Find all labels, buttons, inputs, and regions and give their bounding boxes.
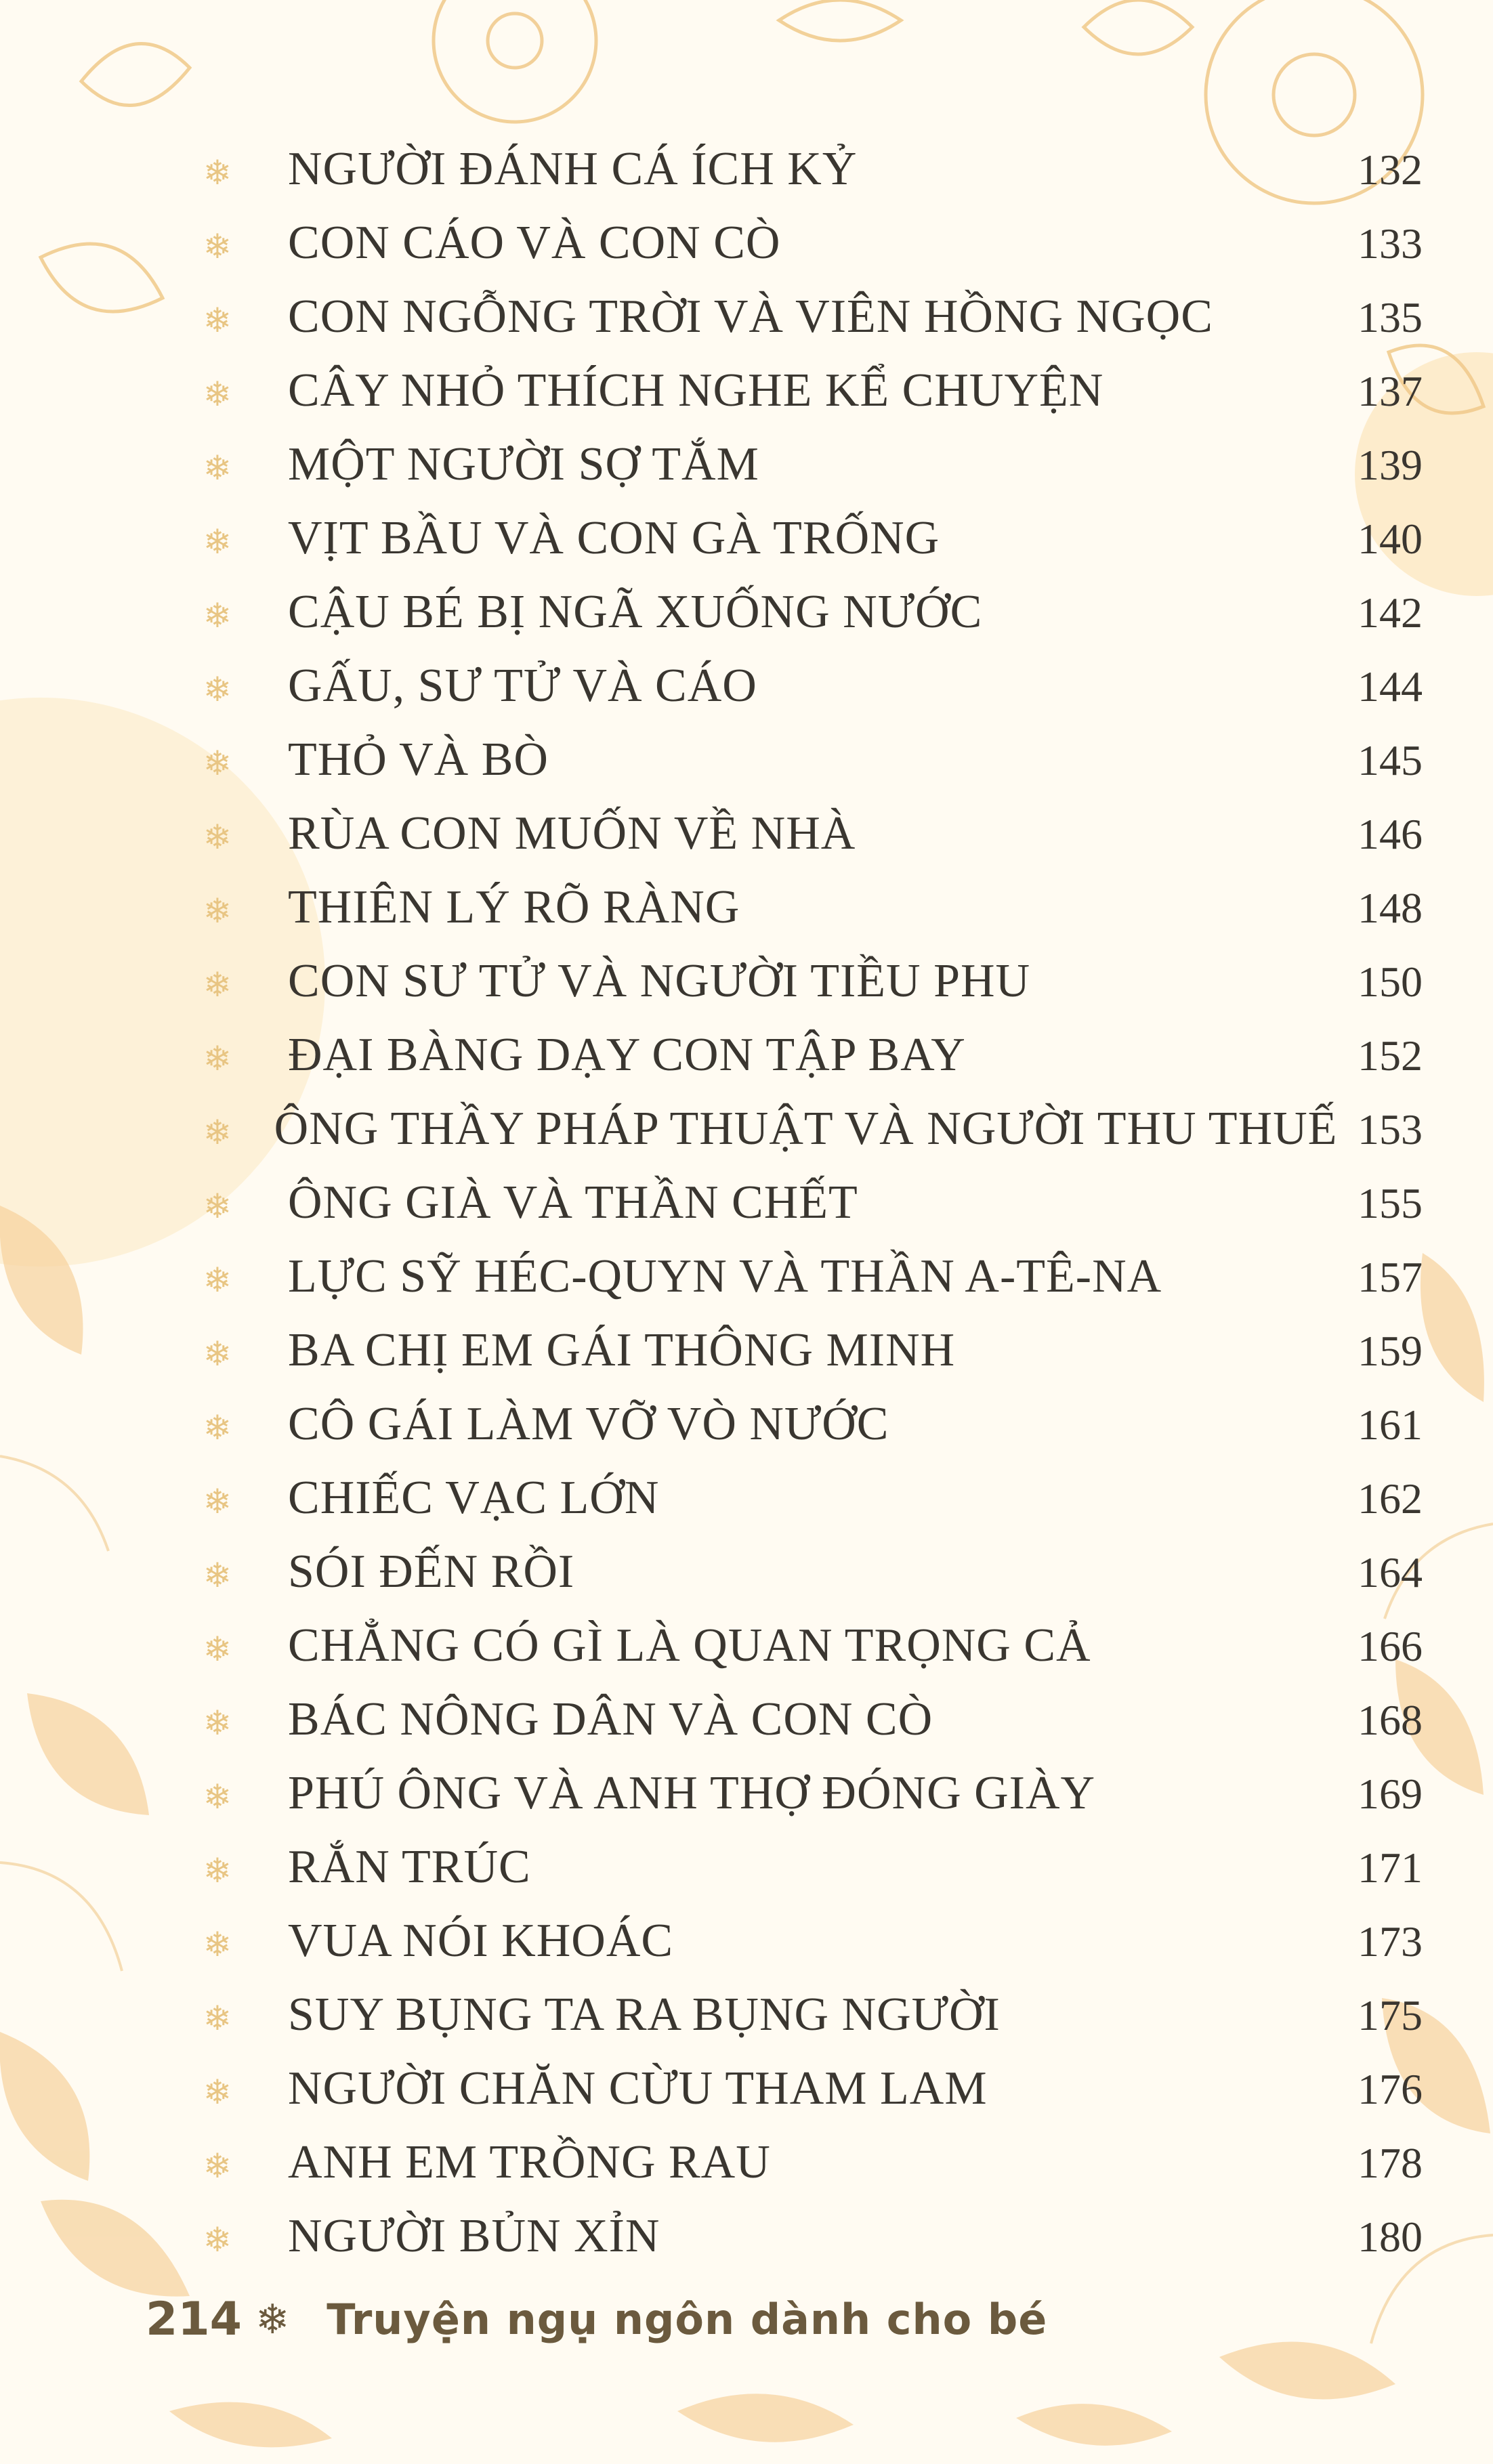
toc-item-title: GẤU, SƯ TỬ VÀ CÁO bbox=[288, 660, 757, 712]
snowflake-bullet-icon: ❄ bbox=[203, 2220, 232, 2259]
toc-item-page: 155 bbox=[1358, 1179, 1423, 1227]
toc-item[interactable] bbox=[203, 1313, 1423, 1387]
toc-item-page: 135 bbox=[1358, 293, 1423, 341]
snowflake-bullet-icon: ❄ bbox=[203, 1777, 232, 1817]
snowflake-bullet-icon: ❄ bbox=[203, 2073, 232, 2112]
snowflake-bullet-icon: ❄ bbox=[203, 1334, 232, 1374]
toc-item[interactable] bbox=[203, 796, 1423, 870]
toc-item-title: VỊT BẦU VÀ CON GÀ TRỐNG bbox=[288, 512, 940, 564]
toc-item-title: CHIẾC VẠC LỚN bbox=[288, 1472, 660, 1524]
toc-item-title: BÁC NÔNG DÂN VÀ CON CÒ bbox=[288, 1693, 933, 1745]
snowflake-bullet-icon: ❄ bbox=[203, 1703, 232, 1743]
table-of-contents bbox=[203, 132, 1423, 2273]
toc-item[interactable] bbox=[203, 723, 1423, 796]
toc-item-page: 153 bbox=[1358, 1105, 1423, 1153]
toc-item-page: 180 bbox=[1358, 2213, 1423, 2261]
toc-item-page: 148 bbox=[1358, 884, 1423, 932]
toc-item[interactable] bbox=[203, 1830, 1423, 1904]
toc-item[interactable] bbox=[203, 649, 1423, 723]
toc-item[interactable] bbox=[203, 206, 1423, 280]
toc-item-title: CHẲNG CÓ GÌ LÀ QUAN TRỌNG CẢ bbox=[288, 1619, 1091, 1672]
snowflake-bullet-icon: ❄ bbox=[203, 1851, 232, 1890]
toc-item[interactable] bbox=[203, 575, 1423, 649]
toc-item-page: 178 bbox=[1358, 2139, 1423, 2187]
snowflake-bullet-icon: ❄ bbox=[203, 891, 232, 931]
toc-item-title: RẮN TRÚC bbox=[288, 1841, 531, 1893]
snowflake-bullet-icon: ❄ bbox=[203, 670, 232, 709]
snowflake-bullet-icon: ❄ bbox=[203, 522, 232, 561]
toc-item[interactable] bbox=[203, 2052, 1423, 2125]
toc-item[interactable] bbox=[203, 1609, 1423, 1682]
snowflake-bullet-icon: ❄ bbox=[203, 448, 232, 488]
toc-item-page: 152 bbox=[1358, 1032, 1423, 1080]
toc-item-page: 173 bbox=[1358, 1917, 1423, 1966]
toc-item[interactable] bbox=[203, 132, 1423, 206]
snowflake-bullet-icon: ❄ bbox=[203, 153, 232, 192]
snowflake-bullet-icon: ❄ bbox=[203, 1630, 232, 1669]
toc-item-title: THỎ VÀ BÒ bbox=[288, 734, 549, 786]
snowflake-bullet-icon: ❄ bbox=[203, 1925, 232, 1964]
toc-item[interactable] bbox=[203, 944, 1423, 1018]
toc-item-title: RÙA CON MUỐN VỀ NHÀ bbox=[288, 807, 856, 859]
toc-item-page: 132 bbox=[1358, 146, 1423, 194]
toc-item[interactable] bbox=[203, 1166, 1423, 1239]
toc-item-title: CON NGỖNG TRỜI VÀ VIÊN HỒNG NGỌC bbox=[288, 291, 1213, 343]
snowflake-bullet-icon: ❄ bbox=[203, 227, 232, 266]
toc-item-title: ANH EM TRỒNG RAU bbox=[288, 2136, 771, 2188]
snowflake-bullet-icon: ❄ bbox=[203, 1482, 232, 1521]
toc-item-title: ÔNG THẦY PHÁP THUẬT VÀ NGƯỜI THU THUẾ bbox=[274, 1103, 1338, 1155]
toc-item-title: CON SƯ TỬ VÀ NGƯỜI TIỀU PHU bbox=[288, 955, 1031, 1007]
toc-item-title: BA CHỊ EM GÁI THÔNG MINH bbox=[288, 1324, 956, 1376]
toc-item-title: MỘT NGƯỜI SỢ TẮM bbox=[288, 438, 759, 490]
page-footer bbox=[146, 2293, 1047, 2346]
toc-item[interactable] bbox=[203, 501, 1423, 575]
snowflake-bullet-icon: ❄ bbox=[203, 1556, 232, 1595]
toc-item-title: SUY BỤNG TA RA BỤNG NGƯỜI bbox=[288, 1989, 1001, 2041]
toc-item-title: SÓI ĐẾN RỒI bbox=[288, 1546, 575, 1598]
toc-item-page: 161 bbox=[1358, 1401, 1423, 1449]
snowflake-bullet-icon: ❄ bbox=[203, 1039, 232, 1078]
toc-item-page: 133 bbox=[1358, 219, 1423, 268]
toc-item[interactable] bbox=[203, 2125, 1423, 2199]
toc-item-title: CÔ GÁI LÀM VỠ VÒ NƯỚC bbox=[288, 1398, 889, 1450]
snowflake-bullet-icon: ❄ bbox=[203, 965, 232, 1004]
toc-item[interactable] bbox=[203, 1756, 1423, 1830]
toc-item-page: 159 bbox=[1358, 1327, 1423, 1375]
toc-item[interactable] bbox=[203, 1535, 1423, 1609]
toc-item[interactable] bbox=[203, 1461, 1423, 1535]
toc-item[interactable] bbox=[203, 2199, 1423, 2273]
page-number: 214 bbox=[146, 2293, 242, 2346]
toc-item-page: 162 bbox=[1358, 1474, 1423, 1523]
toc-item[interactable] bbox=[203, 427, 1423, 501]
toc-item[interactable] bbox=[203, 870, 1423, 944]
snowflake-bullet-icon: ❄ bbox=[203, 375, 232, 414]
toc-item-page: 146 bbox=[1358, 810, 1423, 858]
toc-item[interactable] bbox=[203, 1978, 1423, 2052]
toc-item-page: 169 bbox=[1358, 1770, 1423, 1818]
toc-item[interactable] bbox=[203, 1092, 1423, 1166]
toc-item-title: NGƯỜI BỦN XỈN bbox=[288, 2210, 660, 2262]
toc-item-page: 144 bbox=[1358, 662, 1423, 710]
toc-item[interactable] bbox=[203, 1387, 1423, 1461]
toc-item-page: 171 bbox=[1358, 1844, 1423, 1892]
toc-item[interactable] bbox=[203, 354, 1423, 427]
toc-item-title: THIÊN LÝ RÕ RÀNG bbox=[288, 881, 740, 933]
toc-item-page: 139 bbox=[1358, 441, 1423, 489]
snowflake-bullet-icon: ❄ bbox=[203, 1999, 232, 2038]
toc-item-page: 137 bbox=[1358, 367, 1423, 415]
toc-item-page: 140 bbox=[1358, 515, 1423, 563]
toc-item[interactable] bbox=[203, 1904, 1423, 1978]
toc-item-page: 168 bbox=[1358, 1696, 1423, 1744]
snowflake-bullet-icon: ❄ bbox=[203, 1187, 232, 1226]
snowflake-bullet-icon: ❄ bbox=[203, 596, 232, 635]
toc-item-page: 150 bbox=[1358, 958, 1423, 1006]
snowflake-bullet-icon: ❄ bbox=[203, 1408, 232, 1447]
toc-item-page: 166 bbox=[1358, 1622, 1423, 1670]
toc-item-title: CÂY NHỎ THÍCH NGHE KỂ CHUYỆN bbox=[288, 364, 1104, 417]
snowflake-bullet-icon: ❄ bbox=[203, 744, 232, 783]
toc-item-page: 145 bbox=[1358, 736, 1423, 784]
snowflake-bullet-icon: ❄ bbox=[203, 1113, 232, 1152]
toc-item[interactable] bbox=[203, 1682, 1423, 1756]
toc-item[interactable] bbox=[203, 280, 1423, 354]
toc-item-page: 142 bbox=[1358, 589, 1423, 637]
toc-item[interactable] bbox=[203, 1239, 1423, 1313]
book-title: Truyện ngụ ngôn dành cho bé bbox=[327, 2295, 1048, 2344]
toc-item-title: ÔNG GIÀ VÀ THẦN CHẾT bbox=[288, 1176, 858, 1229]
toc-item-title: NGƯỜI ĐÁNH CÁ ÍCH KỶ bbox=[288, 143, 858, 195]
toc-item-title: CẬU BÉ BỊ NGÃ XUỐNG NƯỚC bbox=[288, 586, 983, 638]
snowflake-icon: ❄ bbox=[255, 2295, 290, 2343]
toc-item-title: CON CÁO VÀ CON CÒ bbox=[288, 217, 781, 269]
toc-item-page: 157 bbox=[1358, 1253, 1423, 1301]
toc-item-title: LỰC SỸ HÉC-QUYN VÀ THẦN A-TÊ-NA bbox=[288, 1250, 1162, 1302]
toc-item-title: NGƯỜI CHĂN CỪU THAM LAM bbox=[288, 2062, 988, 2115]
toc-item-title: PHÚ ÔNG VÀ ANH THỢ ĐÓNG GIÀY bbox=[288, 1767, 1096, 1819]
toc-item-page: 164 bbox=[1358, 1548, 1423, 1596]
snowflake-bullet-icon: ❄ bbox=[203, 817, 232, 857]
snowflake-bullet-icon: ❄ bbox=[203, 1260, 232, 1300]
toc-item-page: 176 bbox=[1358, 2065, 1423, 2113]
toc-item-page: 175 bbox=[1358, 1991, 1423, 2039]
snowflake-bullet-icon: ❄ bbox=[203, 2146, 232, 2186]
toc-item[interactable] bbox=[203, 1018, 1423, 1092]
toc-item-title: ĐẠI BÀNG DẠY CON TẬP BAY bbox=[288, 1029, 966, 1081]
toc-item-title: VUA NÓI KHOÁC bbox=[288, 1915, 674, 1967]
snowflake-bullet-icon: ❄ bbox=[203, 301, 232, 340]
